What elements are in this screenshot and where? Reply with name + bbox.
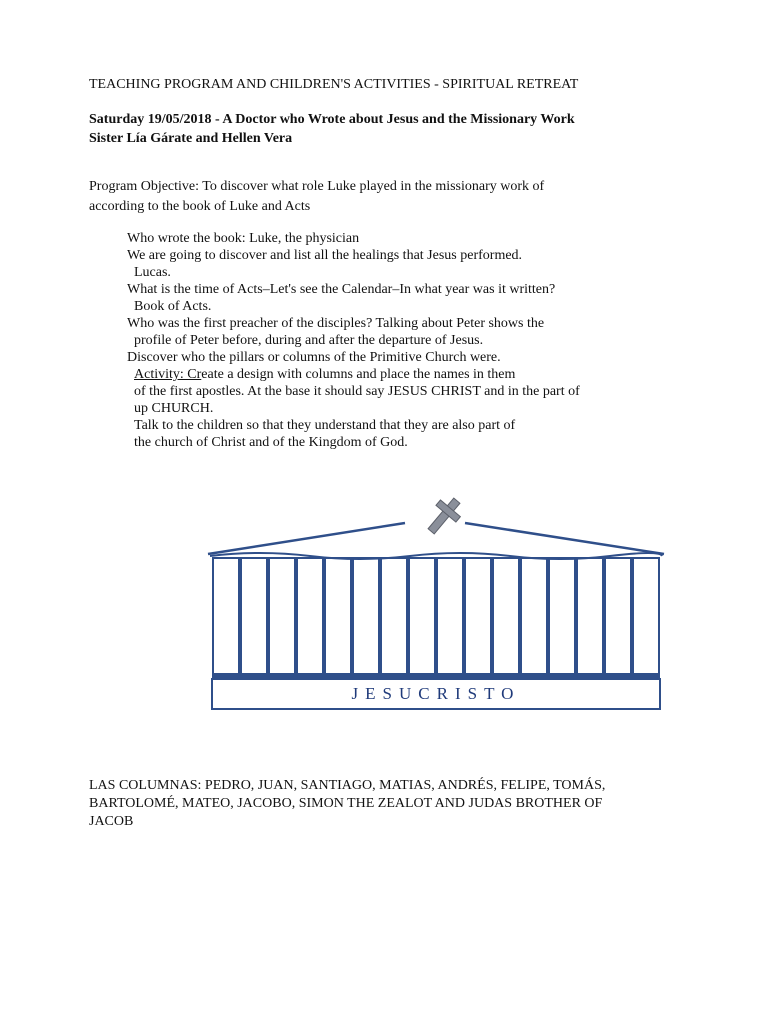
column xyxy=(521,558,547,674)
column xyxy=(605,558,631,674)
column xyxy=(353,558,379,674)
column xyxy=(437,558,463,674)
column xyxy=(297,558,323,674)
roof-left-line xyxy=(208,523,405,554)
base-label: JESUCRISTO xyxy=(351,684,521,703)
program-objective xyxy=(89,177,544,217)
activity-line: of the first apostles. At the base it should say JESUS CHRIST and in the part of xyxy=(134,384,580,399)
objective-line-2: according to the book of Luke and Acts xyxy=(89,199,311,214)
session-teachers: Sister Lía Gárate and Hellen Vera xyxy=(89,131,293,146)
activity-line: the church of Christ and of the Kingdom of God. xyxy=(134,435,408,450)
column xyxy=(577,558,603,674)
list-item: We are going to discover and list all the healings that Jesus performed. xyxy=(127,248,523,263)
column xyxy=(269,558,295,674)
church-columns-drawing xyxy=(200,490,670,715)
columns-line: JACOB xyxy=(89,814,134,829)
activity-label: Activity: Cr xyxy=(134,367,202,382)
columns-group xyxy=(213,558,659,674)
column xyxy=(465,558,491,674)
session-title-block xyxy=(89,110,575,148)
list-item-continuation: profile of Peter before, during and after the departure of Jesus. xyxy=(134,333,484,348)
activity-line: up CHURCH. xyxy=(134,401,214,416)
column xyxy=(381,558,407,674)
activity-block: Activity: Create a design with columns and place the names in them xyxy=(134,367,516,382)
column xyxy=(493,558,519,674)
column xyxy=(549,558,575,674)
column xyxy=(241,558,267,674)
list-item-continuation: Lucas. xyxy=(134,265,171,280)
objective-line-1: Program Objective: To discover what role Luke played in the missionary work of xyxy=(89,179,545,194)
roof-right-line xyxy=(465,523,664,554)
columns-names-list xyxy=(89,777,649,831)
columns-line: LAS COLUMNAS: PEDRO, JUAN, SANTIAGO, MATIAS, ANDRÉS, FELIPE, TOMÁS, xyxy=(89,778,606,793)
session-title: Saturday 19/05/2018 - A Doctor who Wrote about Jesus and the Missionary Work xyxy=(89,112,575,127)
column xyxy=(409,558,435,674)
column xyxy=(633,558,659,674)
columns-line: BARTOLOMÉ, MATEO, JACOBO, SIMON THE ZEALOT AND JUDAS BROTHER OF xyxy=(89,796,603,811)
activity-line: Talk to the children so that they understand that they are also part of xyxy=(134,418,516,433)
list-item: Who was the first preacher of the disciples? Talking about Peter shows the xyxy=(127,316,545,331)
document-heading: TEACHING PROGRAM AND CHILDREN'S ACTIVITIES - SPIRITUAL RETREAT xyxy=(89,77,579,92)
column xyxy=(213,558,239,674)
question-list xyxy=(113,230,580,451)
list-item: Who wrote the book: Luke, the physician xyxy=(127,231,360,246)
list-item: Discover who the pillars or columns of the Primitive Church were. xyxy=(127,350,501,365)
list-item: What is the time of Acts–Let's see the Calendar–In what year was it written? xyxy=(127,282,556,297)
cross-icon xyxy=(421,492,467,539)
column xyxy=(325,558,351,674)
list-item-continuation: Book of Acts. xyxy=(134,299,212,314)
